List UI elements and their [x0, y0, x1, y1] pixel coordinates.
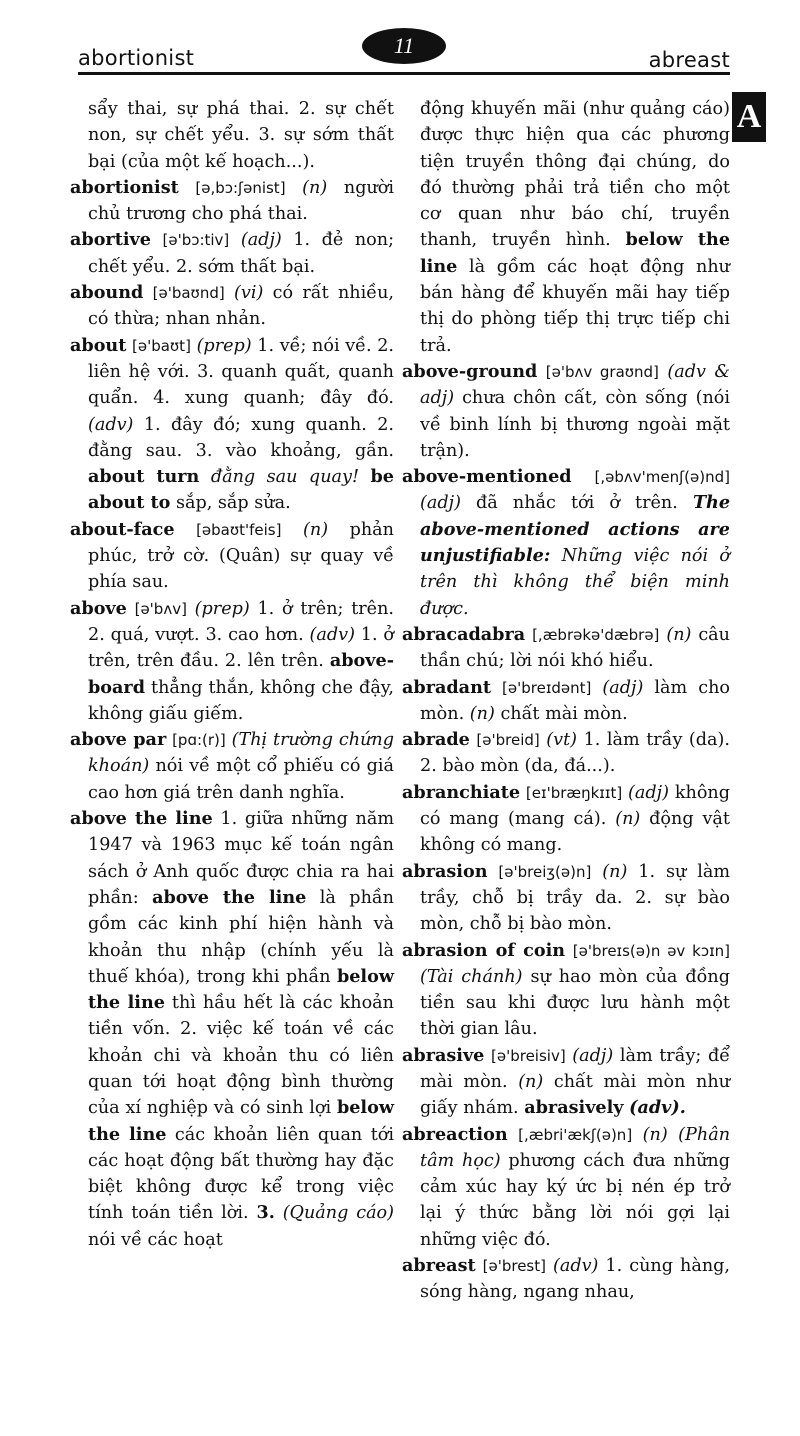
part-of-speech: (prep) — [196, 335, 252, 356]
headword: abortive — [70, 229, 151, 251]
part-of-speech: (adv) — [552, 1256, 599, 1277]
sub-headword: above-board — [88, 650, 394, 698]
sub-definition: đằng sau quay! — [210, 467, 360, 488]
entry-abortionist — [70, 175, 394, 228]
headword: above-ground — [402, 360, 538, 382]
entry-abreaction — [402, 1122, 730, 1253]
headword: abortionist — [70, 176, 179, 198]
headword: abrasive — [402, 1044, 485, 1066]
definition: không có mang (mang cá). — [420, 782, 731, 830]
pronunciation: [ə'bʌv graʊnd] — [545, 362, 659, 381]
entry-abrasion — [402, 859, 730, 938]
pronunciation: [ə'breɪs(ə)n əv kɔɪn] — [572, 941, 730, 960]
part-of-speech: (adv) — [309, 624, 355, 645]
example-translation: Những việc nói ở trên thì không thể biện minh được. — [420, 546, 731, 619]
pronunciation: [əbaʊt'feis] — [196, 520, 282, 539]
part-of-speech: (adv & adj) — [420, 361, 731, 409]
sub-headword: below the line — [420, 229, 731, 277]
entry-about — [70, 333, 394, 517]
field-label: (Phân tâm học) — [420, 1124, 731, 1171]
definition: làm trầy; để mài mòn. — [420, 1045, 731, 1092]
sub-headword: below the line — [88, 965, 394, 1014]
pronunciation: [ə'breɪdənt] — [502, 678, 592, 697]
entry-above-the-line — [70, 806, 394, 1253]
part-of-speech: (n) — [615, 809, 641, 830]
sub-definition: là phần gồm các kinh phí hiện hành và khoản thu nhập (chính yếu là thuế khóa), trong khi phần — [88, 887, 395, 987]
pronunciation: [,æbrəkə'dæbrə] — [532, 625, 660, 644]
part-of-speech: (adv). — [629, 1097, 686, 1119]
definition: 1. ở trên, trên đầu. 2. lên trên. — [88, 624, 394, 672]
definition: 1. sự làm trầy, chỗ bị trầy da. 2. sự bào mòn, chỗ bị bào mòn. — [420, 861, 731, 935]
definition: sự hao mòn của đồng tiền sau khi được lưu hành một thời gian lâu. — [420, 966, 730, 1040]
definition: 1. đẻ non; chết yểu. 2. sớm thất bại. — [88, 230, 395, 277]
part-of-speech: (prep) — [194, 598, 250, 619]
sub-definition: thì hầu hết là các khoản tiền vốn. 2. việc kế toán về các khoản chi và khoản thu có liên quan tới hoạt động bình thường của xí nghiệp và có sinh lợi — [88, 993, 394, 1119]
part-of-speech: (n) — [666, 624, 692, 645]
example-sentence: The above-mentioned actions are unjustifiable: — [420, 492, 731, 567]
right-column — [402, 96, 730, 1306]
definition: phản phúc, trở cờ. (Quân) sự quay về phía sau. — [88, 519, 394, 593]
part-of-speech: (adj) — [628, 782, 669, 803]
pronunciation: [ə'bʌv] — [134, 599, 187, 618]
part-of-speech: (vt) — [546, 730, 578, 751]
entry-abrasion-of-coin — [402, 938, 730, 1043]
entry-abranchiate — [402, 780, 730, 859]
part-of-speech: (n) — [469, 703, 495, 724]
part-of-speech: (n) — [518, 1071, 544, 1092]
definition: 1. giữa những năm 1947 và 1963 mục kế toán ngân sách ở Anh quốc được chia ra hai phần: — [88, 809, 394, 908]
guide-word-right: abreast — [648, 48, 730, 72]
definition: nói về một cổ phiếu có giá cao hơn giá trên danh nghĩa. — [88, 756, 394, 803]
field-label: (Thị trường chứng khoán) — [88, 730, 394, 777]
entry-continuation: sẩy thai, sự phá thai. 2. sự chết non, sự chết yểu. 3. sự sớm thất bại (của một kế hoạch...). — [88, 99, 394, 172]
sub-definition: là gồm các hoạt động như bán hàng để khuyến mãi hay tiếp thị do phòng tiếp thị trực tiếp chi trả. — [420, 256, 730, 356]
definition: người chủ trương cho phá thai. — [88, 177, 395, 225]
entry-above — [70, 596, 394, 727]
sub-headword: above the line — [152, 886, 307, 908]
entry-above-par — [70, 727, 394, 806]
headword: abrasion — [402, 860, 488, 882]
pronunciation: [eɪ'bræŋkɪɪt] — [525, 783, 623, 802]
thumb-index-tab: A — [732, 92, 766, 142]
part-of-speech: (adj) — [420, 493, 461, 514]
entry-abracadabra — [402, 622, 730, 675]
sub-headword: be about to — [88, 466, 394, 514]
definition: động vật không có mang. — [420, 809, 730, 856]
pronunciation: [ə'baʊnd] — [152, 284, 225, 303]
part-of-speech: (adj) — [602, 677, 644, 698]
definition: chất mài mòn như giấy nhám. — [420, 1071, 731, 1119]
pronunciation: [ə'baʊt] — [132, 336, 191, 355]
entry-abortive — [70, 227, 394, 280]
part-of-speech: (vi) — [234, 283, 264, 304]
definition: làm cho mòn. — [420, 677, 730, 724]
definition: 1. cùng hàng, sóng hàng, ngang nhau, — [420, 1256, 731, 1303]
definition: 1. đây đó; xung quanh. 2. đằng sau. 3. vào khoảng, gần. — [88, 414, 394, 461]
sub-definition: thẳng thắn, không che đậy, không giấu giếm. — [88, 677, 395, 724]
headword: above the line — [70, 808, 213, 830]
headword: above — [70, 597, 127, 619]
headword: abreaction — [402, 1123, 508, 1145]
pronunciation: [ə'breisiv] — [491, 1046, 566, 1065]
pronunciation: [ə'brest] — [482, 1257, 546, 1276]
headword: abrasion of coin — [402, 939, 566, 961]
field-label: (Quảng cáo) — [282, 1203, 395, 1224]
definition: chưa chôn cất, còn sống (nói về binh lính bị thương ngoài mặt trận). — [420, 388, 731, 461]
sense-number: 3. — [256, 1202, 275, 1224]
sub-headword: about turn — [88, 466, 200, 488]
definition: 1. ở trên; trên. 2. quá, vượt. 3. cao hơn. — [88, 598, 395, 645]
entry-above-mentioned — [402, 464, 730, 622]
definition: đã nhắc tới ở trên. — [476, 493, 678, 514]
entry-abrade — [402, 727, 730, 780]
pronunciation: [ə,bɔ:ʃənist] — [195, 178, 286, 197]
pronunciation: [ə'breiʒ(ə)n] — [498, 862, 592, 881]
part-of-speech: (n) — [642, 1124, 668, 1145]
pronunciation: [ə'bɔ:tiv] — [162, 231, 230, 250]
headword: abrade — [402, 729, 470, 751]
headword: abranchiate — [402, 781, 521, 803]
left-column — [70, 96, 394, 1253]
field-label: (Tài chánh) — [420, 966, 523, 987]
part-of-speech: (adv) — [88, 414, 134, 435]
entry-continuation: động khuyến mãi (như quảng cáo) được thực hiện qua các phương tiện truyền thông đại chúng, do đó thường phải trả tiền cho một cơ quan như báo chí, truyền thanh, truyền hình. below the line là gồm các hoạt động như bán hàng để khuyến mãi hay tiếp thị do phòng tiếp thị trực tiếp chi trả. — [420, 99, 731, 356]
headword: about — [70, 334, 127, 356]
definition: 1. làm trầy (da). 2. bào mòn (da, đá...). — [420, 730, 731, 777]
definition: câu thần chú; lời nói khó hiểu. — [420, 624, 730, 672]
sub-definition: các khoản liên quan tới các hoạt động bất thường hay đặc biệt không được kể trong việc tính toán tiền lời. — [88, 1124, 395, 1224]
entry-abradant — [402, 675, 730, 728]
entry-abrasive — [402, 1043, 730, 1122]
headword: abradant — [402, 676, 491, 698]
headword: abreast — [402, 1255, 476, 1277]
sub-headword: below the line — [88, 1097, 394, 1145]
pronunciation: [ə'breid] — [476, 731, 540, 750]
pronunciation: [pɑ:(r)] — [172, 731, 226, 750]
definition: 1. về; nói về. 2. liên hệ với. 3. quanh quất, quanh quẩn. 4. xung quanh; đây đó. — [88, 335, 395, 409]
part-of-speech: (n) — [302, 177, 328, 198]
part-of-speech: (adj) — [572, 1045, 614, 1066]
definition: chất mài mòn. — [500, 703, 628, 724]
page-number: 11 — [362, 28, 446, 64]
definition: có rất nhiều, có thừa; nhan nhản. — [88, 283, 395, 330]
pronunciation: [,æbri'ækʃ(ə)n] — [518, 1125, 633, 1144]
part-of-speech: (n) — [303, 519, 329, 540]
definition: nói về các hoạt — [88, 1229, 223, 1250]
entry-about-face — [70, 517, 394, 596]
part-of-speech: (n) — [602, 861, 628, 882]
headword: abound — [70, 282, 144, 304]
headword: above-mentioned — [402, 466, 572, 488]
entry-above-ground — [402, 359, 730, 464]
headword: abracadabra — [402, 623, 526, 645]
definition: phương cách đưa những cảm xúc hay ký ức bị nén ép trở lại ý thức bằng lời nói gợi lại những việc đó. — [420, 1150, 731, 1250]
headword: above par — [70, 729, 167, 751]
pronunciation: [,əbʌv'menʃ(ə)nd] — [594, 468, 730, 487]
sub-definition: sắp, sắp sửa. — [175, 493, 291, 514]
part-of-speech: (adj) — [240, 230, 282, 251]
entry-abreast — [402, 1253, 730, 1306]
guide-word-left: abortionist — [78, 46, 195, 70]
entry-abound — [70, 280, 394, 333]
sub-headword: abrasively — [524, 1097, 624, 1119]
headword: about-face — [70, 518, 175, 540]
